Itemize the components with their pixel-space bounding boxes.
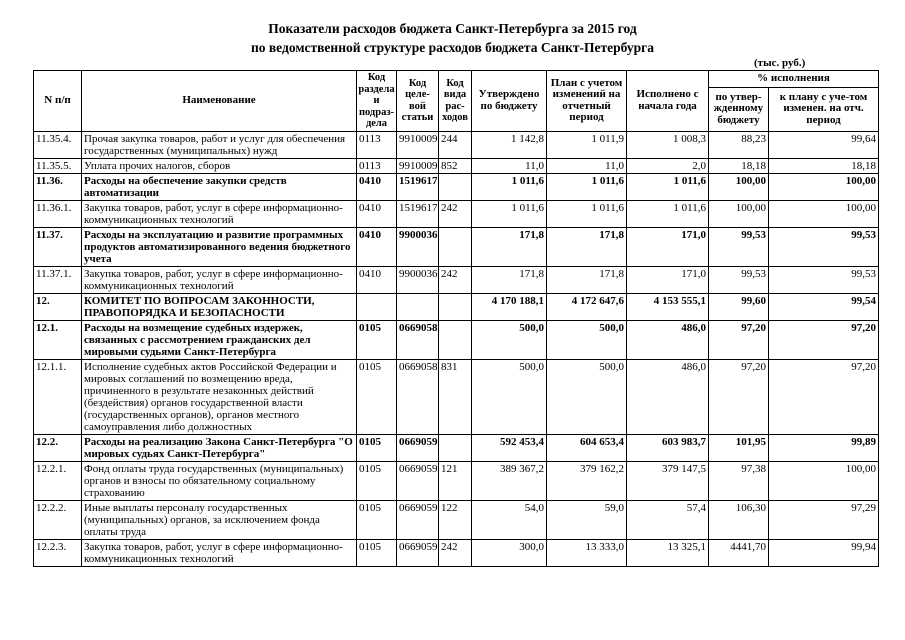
row-plan: 1 011,9 bbox=[547, 131, 627, 158]
row-isp: 171,0 bbox=[627, 227, 709, 266]
row-number: 11.35.5. bbox=[34, 158, 82, 173]
row-pct-utv: 97,20 bbox=[709, 320, 769, 359]
row-razdel: 0410 bbox=[357, 200, 397, 227]
header-vid: Код вида рас-ходов bbox=[439, 71, 472, 132]
row-name: Расходы на обеспечение закупки средств автоматизации bbox=[82, 173, 357, 200]
row-number: 11.36. bbox=[34, 173, 82, 200]
row-utv: 500,0 bbox=[472, 359, 547, 434]
row-name: Фонд оплаты труда государственных (муниципальных) органов и взносы по обязательному социальному страхованию bbox=[82, 461, 357, 500]
table-row bbox=[34, 500, 879, 539]
row-utv: 4 170 188,1 bbox=[472, 293, 547, 320]
row-utv: 1 142,8 bbox=[472, 131, 547, 158]
row-utv: 54,0 bbox=[472, 500, 547, 539]
row-plan: 604 653,4 bbox=[547, 434, 627, 461]
row-vid bbox=[439, 320, 472, 359]
table-row bbox=[34, 434, 879, 461]
row-pct-utv: 99,53 bbox=[709, 266, 769, 293]
row-plan: 171,8 bbox=[547, 227, 627, 266]
row-plan: 500,0 bbox=[547, 359, 627, 434]
row-pct-utv: 106,30 bbox=[709, 500, 769, 539]
row-plan: 500,0 bbox=[547, 320, 627, 359]
table-row bbox=[34, 158, 879, 173]
row-cel: 0669058 bbox=[397, 320, 439, 359]
table-row bbox=[34, 293, 879, 320]
row-pct-plan: 99,53 bbox=[769, 227, 879, 266]
row-pct-plan: 99,53 bbox=[769, 266, 879, 293]
table-row bbox=[34, 200, 879, 227]
header-name: Наименование bbox=[82, 71, 357, 132]
row-plan: 59,0 bbox=[547, 500, 627, 539]
row-vid: 121 bbox=[439, 461, 472, 500]
row-vid bbox=[439, 227, 472, 266]
row-pct-utv: 18,18 bbox=[709, 158, 769, 173]
row-utv: 1 011,6 bbox=[472, 173, 547, 200]
row-utv: 389 367,2 bbox=[472, 461, 547, 500]
row-name: Исполнение судебных актов Российской Федерации и мировых соглашений по возмещению вреда, причиненного в результате незаконных действий (бездействия) органов государственной власти (государственных органов), органов местного самоуправления либо должностных bbox=[82, 359, 357, 434]
row-razdel: 0410 bbox=[357, 266, 397, 293]
row-pct-utv: 97,20 bbox=[709, 359, 769, 434]
row-razdel: 0410 bbox=[357, 227, 397, 266]
row-cel: 1519617 bbox=[397, 173, 439, 200]
header-isp: Исполнено с начала года bbox=[627, 71, 709, 132]
row-pct-plan: 99,94 bbox=[769, 539, 879, 566]
row-utv: 300,0 bbox=[472, 539, 547, 566]
row-plan: 11,0 bbox=[547, 158, 627, 173]
row-number: 12.2.3. bbox=[34, 539, 82, 566]
row-plan: 4 172 647,6 bbox=[547, 293, 627, 320]
row-pct-utv: 97,38 bbox=[709, 461, 769, 500]
row-name: Прочая закупка товаров, работ и услуг для обеспечения государственных (муниципальных) нужд bbox=[82, 131, 357, 158]
header-razdel: Код раздела и подраз-дела bbox=[358, 72, 395, 129]
row-plan: 379 162,2 bbox=[547, 461, 627, 500]
row-isp: 486,0 bbox=[627, 320, 709, 359]
row-isp: 4 153 555,1 bbox=[627, 293, 709, 320]
row-isp: 2,0 bbox=[627, 158, 709, 173]
row-vid bbox=[439, 434, 472, 461]
table-row bbox=[34, 131, 879, 158]
row-pct-utv: 99,53 bbox=[709, 227, 769, 266]
row-cel: 9900036 bbox=[397, 266, 439, 293]
row-pct-plan: 18,18 bbox=[769, 158, 879, 173]
row-pct-utv: 4441,70 bbox=[709, 539, 769, 566]
row-name: Иные выплаты персоналу государственных (муниципальных) органов, за исключением фонда оплаты труда bbox=[82, 500, 357, 539]
row-name: Уплата прочих налогов, сборов bbox=[82, 158, 357, 173]
row-pct-utv: 101,95 bbox=[709, 434, 769, 461]
header-plan: План с учетом изменений на отчетный период bbox=[547, 71, 627, 132]
row-isp: 57,4 bbox=[627, 500, 709, 539]
row-pct-plan: 100,00 bbox=[769, 173, 879, 200]
row-utv: 1 011,6 bbox=[472, 200, 547, 227]
budget-table bbox=[33, 70, 879, 567]
row-plan: 13 333,0 bbox=[547, 539, 627, 566]
row-name: Закупка товаров, работ, услуг в сфере информационно-коммуникационных технологий bbox=[82, 539, 357, 566]
table-row bbox=[34, 539, 879, 566]
row-name: Закупка товаров, работ, услуг в сфере информационно-коммуникационных технологий bbox=[82, 266, 357, 293]
row-utv: 592 453,4 bbox=[472, 434, 547, 461]
table-body bbox=[34, 131, 879, 566]
header-cel: Код целе-вой статьи bbox=[397, 71, 439, 132]
row-razdel: 0113 bbox=[357, 158, 397, 173]
row-number: 11.35.4. bbox=[34, 131, 82, 158]
row-vid: 244 bbox=[439, 131, 472, 158]
table-row bbox=[34, 227, 879, 266]
row-number: 11.36.1. bbox=[34, 200, 82, 227]
row-pct-plan: 97,29 bbox=[769, 500, 879, 539]
row-cel: 9900036 bbox=[397, 227, 439, 266]
row-isp: 603 983,7 bbox=[627, 434, 709, 461]
row-cel: 1519617 bbox=[397, 200, 439, 227]
row-razdel: 0105 bbox=[357, 359, 397, 434]
row-pct-utv: 100,00 bbox=[709, 173, 769, 200]
row-pct-plan: 99,54 bbox=[769, 293, 879, 320]
row-name: Расходы на эксплуатацию и развитие программных продуктов автоматизированного ведения бюджетного учета bbox=[82, 227, 357, 266]
row-pct-plan: 99,89 bbox=[769, 434, 879, 461]
row-cel: 9910009 bbox=[397, 158, 439, 173]
header-num: N п/п bbox=[34, 71, 82, 132]
row-utv: 171,8 bbox=[472, 227, 547, 266]
row-cel: 0669059 bbox=[397, 500, 439, 539]
row-utv: 500,0 bbox=[472, 320, 547, 359]
row-cel: 0669058 bbox=[397, 359, 439, 434]
row-pct-plan: 100,00 bbox=[769, 461, 879, 500]
row-razdel: 0105 bbox=[357, 500, 397, 539]
header-utv: Утверждено по бюджету bbox=[472, 71, 547, 132]
row-pct-plan: 100,00 bbox=[769, 200, 879, 227]
row-isp: 486,0 bbox=[627, 359, 709, 434]
row-cel: 0669059 bbox=[397, 434, 439, 461]
table-row bbox=[34, 461, 879, 500]
header-pct: % исполнения bbox=[709, 71, 879, 88]
row-number: 12.1.1. bbox=[34, 359, 82, 434]
row-isp: 13 325,1 bbox=[627, 539, 709, 566]
row-vid: 122 bbox=[439, 500, 472, 539]
row-vid: 831 bbox=[439, 359, 472, 434]
row-number: 12.2.2. bbox=[34, 500, 82, 539]
row-cel: 0669059 bbox=[397, 539, 439, 566]
row-plan: 1 011,6 bbox=[547, 173, 627, 200]
row-cel: 0669059 bbox=[397, 461, 439, 500]
row-pct-utv: 88,23 bbox=[709, 131, 769, 158]
row-razdel: 0410 bbox=[357, 173, 397, 200]
row-cel: 9910009 bbox=[397, 131, 439, 158]
row-isp: 1 011,6 bbox=[627, 173, 709, 200]
table-header-row bbox=[34, 71, 879, 88]
row-vid: 852 bbox=[439, 158, 472, 173]
page-subtitle: по ведомственной структуре расходов бюджета Санкт-Петербурга bbox=[250, 40, 655, 55]
row-plan: 1 011,6 bbox=[547, 200, 627, 227]
row-pct-plan: 97,20 bbox=[769, 359, 879, 434]
row-number: 12.1. bbox=[34, 320, 82, 359]
row-razdel: 0105 bbox=[357, 539, 397, 566]
row-vid bbox=[439, 293, 472, 320]
row-razdel: 0105 bbox=[357, 434, 397, 461]
row-utv: 171,8 bbox=[472, 266, 547, 293]
table-row bbox=[34, 266, 879, 293]
row-vid: 242 bbox=[439, 266, 472, 293]
row-razdel: 0105 bbox=[357, 461, 397, 500]
row-name: Расходы на возмещение судебных издержек, связанных с рассмотрением гражданских дел мировыми судьями Санкт-Петербурга bbox=[82, 320, 357, 359]
row-isp: 171,0 bbox=[627, 266, 709, 293]
row-pct-utv: 99,60 bbox=[709, 293, 769, 320]
row-vid: 242 bbox=[439, 200, 472, 227]
table-row bbox=[34, 173, 879, 200]
row-name: КОМИТЕТ ПО ВОПРОСАМ ЗАКОННОСТИ, ПРАВОПОРЯДКА И БЕЗОПАСНОСТИ bbox=[82, 293, 357, 320]
row-number: 11.37. bbox=[34, 227, 82, 266]
header-pct-utv: по утвер-жденному бюджету bbox=[709, 87, 769, 131]
row-number: 12.2.1. bbox=[34, 461, 82, 500]
row-razdel: 0105 bbox=[357, 320, 397, 359]
row-pct-plan: 97,20 bbox=[769, 320, 879, 359]
unit-label: (тыс. руб.) bbox=[754, 57, 806, 69]
page-title: Показатели расходов бюджета Санкт-Петербурга за 2015 год bbox=[268, 21, 637, 36]
row-razdel: 0113 bbox=[357, 131, 397, 158]
row-pct-utv: 100,00 bbox=[709, 200, 769, 227]
row-utv: 11,0 bbox=[472, 158, 547, 173]
row-vid bbox=[439, 173, 472, 200]
row-number: 12.2. bbox=[34, 434, 82, 461]
row-razdel bbox=[357, 293, 397, 320]
row-cel bbox=[397, 293, 439, 320]
row-pct-plan: 99,64 bbox=[769, 131, 879, 158]
row-number: 12. bbox=[34, 293, 82, 320]
row-isp: 379 147,5 bbox=[627, 461, 709, 500]
row-isp: 1 011,6 bbox=[627, 200, 709, 227]
header-pct-plan: к плану с уче-том изменен. на отч. период bbox=[769, 87, 879, 131]
row-plan: 171,8 bbox=[547, 266, 627, 293]
row-isp: 1 008,3 bbox=[627, 131, 709, 158]
row-name: Расходы на реализацию Закона Санкт-Петербурга "О мировых судьях Санкт-Петербурга" bbox=[82, 434, 357, 461]
table-row bbox=[34, 359, 879, 434]
table-row bbox=[34, 320, 879, 359]
row-number: 11.37.1. bbox=[34, 266, 82, 293]
row-name: Закупка товаров, работ, услуг в сфере информационно-коммуникационных технологий bbox=[82, 200, 357, 227]
row-vid: 242 bbox=[439, 539, 472, 566]
